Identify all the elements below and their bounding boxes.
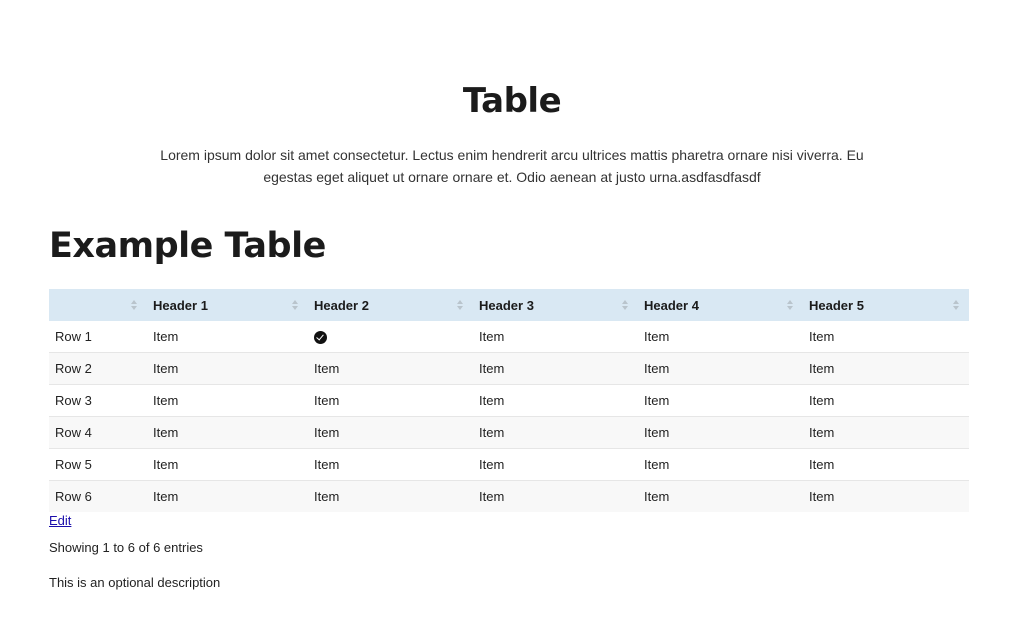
table-cell: Item <box>308 385 473 417</box>
table-cell: Item <box>147 385 308 417</box>
table-cell: Item <box>803 449 969 481</box>
sort-icon[interactable] <box>129 297 139 313</box>
column-header-label: Header 2 <box>314 297 369 313</box>
sort-icon[interactable] <box>785 297 795 313</box>
row-label: Row 3 <box>49 385 147 417</box>
column-header-1[interactable] <box>147 289 308 321</box>
table-cell: Item <box>638 449 803 481</box>
entries-summary: Showing 1 to 6 of 6 entries <box>49 540 203 555</box>
column-header-rowlabel[interactable] <box>49 289 147 321</box>
example-table <box>49 289 969 512</box>
row-label: Row 1 <box>55 329 92 344</box>
table-cell: Item <box>308 417 473 449</box>
column-header-label: Header 4 <box>644 297 699 313</box>
column-header-label: Header 5 <box>809 297 864 313</box>
table-cell: Item <box>638 481 803 513</box>
table-row <box>49 449 969 481</box>
column-header-3[interactable] <box>473 289 638 321</box>
column-header-label: Header 1 <box>153 297 208 313</box>
optional-description: This is an optional description <box>49 575 221 590</box>
table-row <box>49 481 969 513</box>
table-cell: Item <box>308 353 473 385</box>
row-label: Row 5 <box>49 449 147 481</box>
table-cell: Item <box>147 353 308 385</box>
row-label: Row 2 <box>49 353 147 385</box>
table-cell: Item <box>473 481 638 513</box>
column-header-4[interactable] <box>638 289 803 321</box>
table-row <box>49 353 969 385</box>
table-title: Example Table <box>49 226 326 266</box>
table-row <box>49 321 969 353</box>
table-cell: Item <box>473 385 638 417</box>
table-cell: Item <box>147 417 308 449</box>
table-header-row <box>49 289 969 321</box>
table-row <box>49 385 969 417</box>
table-cell: Item <box>803 385 969 417</box>
edit-link[interactable]: Edit <box>49 513 72 528</box>
table-cell: Item <box>644 329 670 344</box>
table-cell: Item <box>638 385 803 417</box>
column-header-label: Header 3 <box>479 297 534 313</box>
table-cell: Item <box>308 449 473 481</box>
table-cell: Item <box>809 329 835 344</box>
table-cell: Item <box>479 329 505 344</box>
page-title: Table <box>462 81 562 121</box>
sort-icon[interactable] <box>951 297 961 313</box>
sort-icon[interactable] <box>620 297 630 313</box>
table-cell <box>308 321 473 353</box>
row-label: Row 4 <box>49 417 147 449</box>
column-header-2[interactable] <box>308 289 473 321</box>
table-cell: Item <box>473 353 638 385</box>
check-icon <box>314 331 327 344</box>
table-cell: Item <box>153 329 179 344</box>
table-cell: Item <box>803 481 969 513</box>
table-cell: Item <box>803 353 969 385</box>
table-cell: Item <box>473 449 638 481</box>
table-cell: Item <box>147 449 308 481</box>
hero-section <box>0 78 1024 188</box>
table-cell: Item <box>147 481 308 513</box>
column-header-5[interactable] <box>803 289 969 321</box>
table-row <box>49 417 969 449</box>
table-cell: Item <box>308 481 473 513</box>
sort-icon[interactable] <box>290 297 300 313</box>
table-cell: Item <box>803 417 969 449</box>
table-cell: Item <box>638 417 803 449</box>
sort-icon[interactable] <box>455 297 465 313</box>
page-description: Lorem ipsum dolor sit amet consectetur. Lectus enim hendrerit arcu ultrices mattis pharetra ornare nisi viverra. Eu egestas eget aliquet ut ornare ornare et. Odio aenean at justo urna.asdfasdfasdf <box>160 147 864 185</box>
table-cell: Item <box>638 353 803 385</box>
table-cell: Item <box>473 417 638 449</box>
row-label: Row 6 <box>49 481 147 513</box>
